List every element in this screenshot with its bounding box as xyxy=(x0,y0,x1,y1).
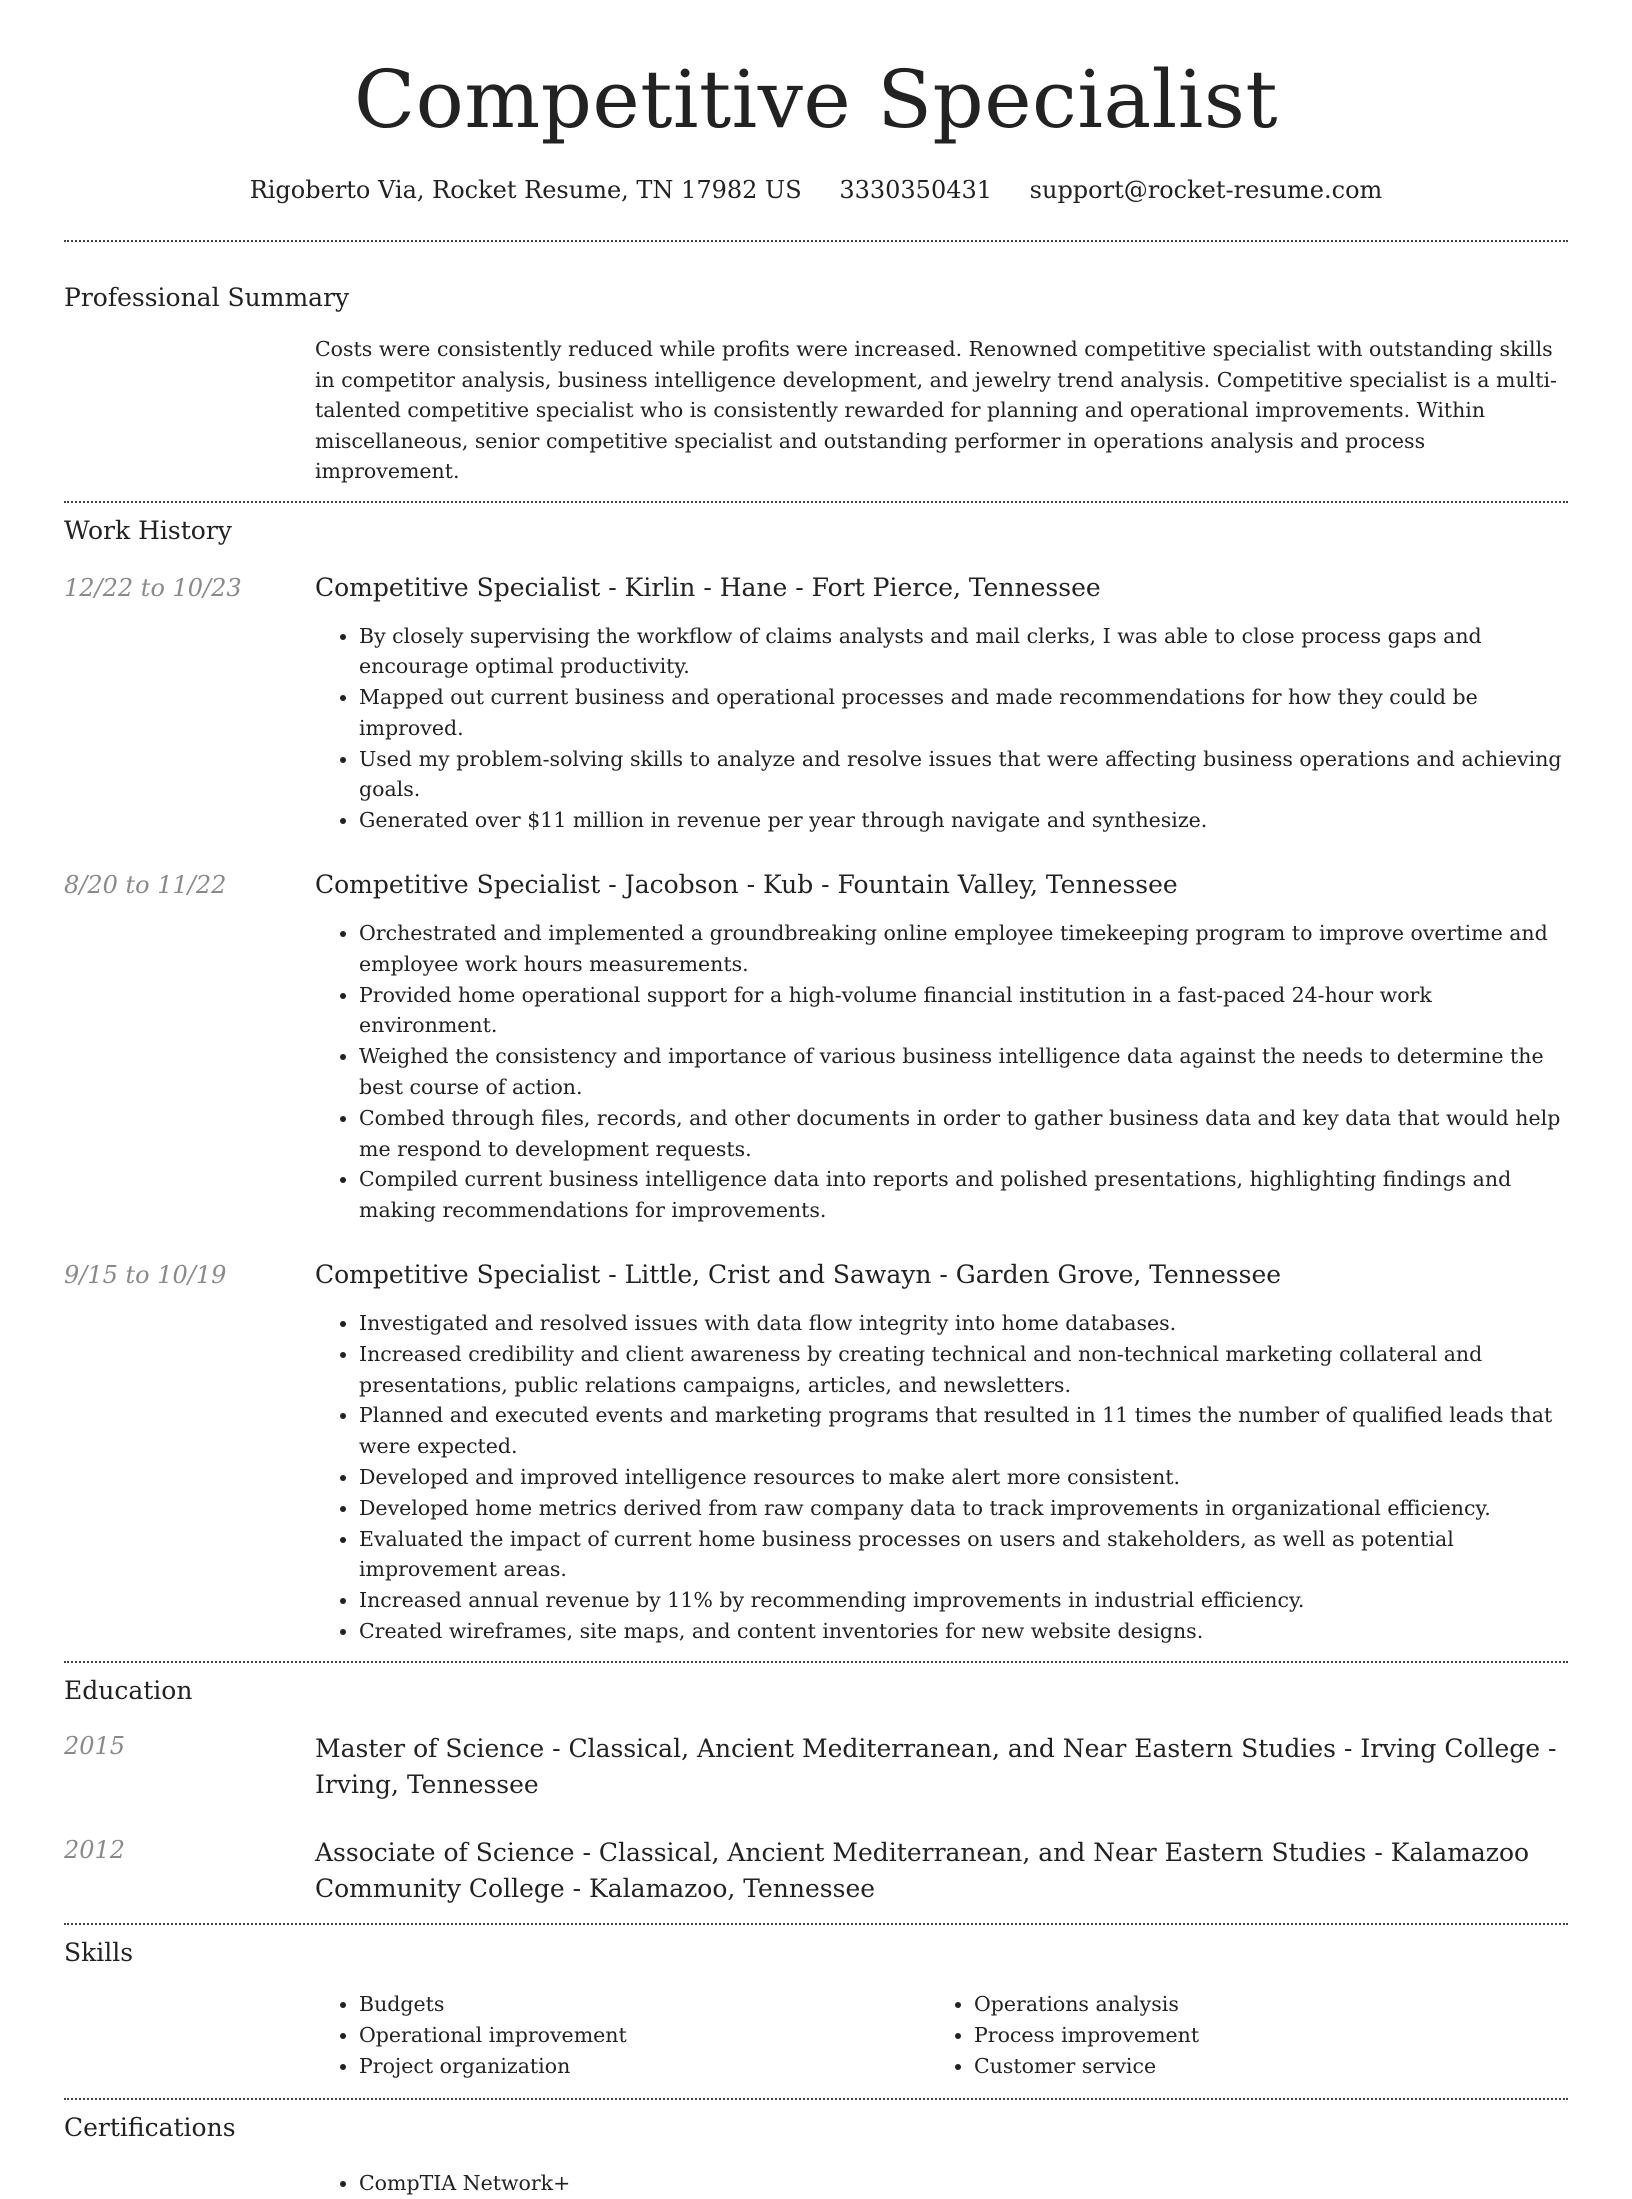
job-dates: 12/22 to 10/23 xyxy=(64,573,242,602)
skills-section xyxy=(64,1937,1568,2082)
job-bullet: • Mapped out current business and operational processes and made recommendations for how they could be improved. xyxy=(359,682,1568,744)
education-year: 2015 xyxy=(64,1731,126,1760)
section-divider xyxy=(64,1923,1568,1925)
contact-email: support@rocket-resume.com xyxy=(1029,176,1383,204)
job-bullet: • Compiled current business intelligence data into reports and polished presentations, highlighting findings and making recommendations for improvements. xyxy=(359,1164,1568,1226)
work-history-section xyxy=(64,515,1568,1647)
education-entry xyxy=(64,1731,1568,1803)
skill-item: • Project organization xyxy=(359,2051,930,2082)
contact-line xyxy=(64,174,1568,206)
job-bullet: • Combed through files, records, and other documents in order to gather business data and key data that would help me respond to development requests. xyxy=(359,1103,1568,1165)
skill-item: • Budgets xyxy=(359,1989,930,2020)
section-divider xyxy=(64,1661,1568,1663)
education-heading: Education xyxy=(64,1675,193,1705)
job-bullet: • Increased annual revenue by 11% by recommending improvements in industrial efficiency. xyxy=(359,1585,1568,1616)
job-entry xyxy=(64,573,1568,837)
job-title: Competitive Specialist - Kirlin - Hane - Fort Pierce, Tennessee xyxy=(315,572,1101,602)
education-year: 2012 xyxy=(64,1835,126,1864)
job-bullet: • Generated over $11 million in revenue per year through navigate and synthesize. xyxy=(359,805,1568,836)
job-bullet: • Developed and improved intelligence resources to make alert more consistent. xyxy=(359,1462,1568,1493)
job-bullet: • Used my problem-solving skills to analyze and resolve issues that were affecting business operations and achieving goals. xyxy=(359,744,1568,806)
job-bullet: • By closely supervising the workflow of claims analysts and mail clerks, I was able to close process gaps and encourage optimal productivity. xyxy=(359,621,1568,683)
job-bullet: • Developed home metrics derived from raw company data to track improvements in organizational efficiency. xyxy=(359,1493,1568,1524)
skills-column-right xyxy=(930,1989,1545,2082)
job-bullets xyxy=(315,621,1568,837)
job-bullet: • Evaluated the impact of current home business processes on users and stakeholders, as well as potential improvement areas. xyxy=(359,1524,1568,1586)
skills-column-left xyxy=(315,1989,930,2082)
certification-item: • CompTIA Network+ xyxy=(359,2168,1568,2199)
job-bullet: • Investigated and resolved issues with data flow integrity into home databases. xyxy=(359,1308,1568,1339)
section-divider xyxy=(64,501,1568,503)
work-history-heading: Work History xyxy=(64,515,232,545)
resume-name: Competitive Specialist xyxy=(353,53,1279,146)
education-section xyxy=(64,1675,1568,1907)
job-bullet: • Increased credibility and client awareness by creating technical and non-technical marketing collateral and presentations, public relations campaigns, articles, and newsletters. xyxy=(359,1339,1568,1401)
job-bullet: • Weighed the consistency and importance of various business intelligence data against the needs to determine the best course of action. xyxy=(359,1041,1568,1103)
skill-item: • Customer service xyxy=(974,2051,1545,2082)
certifications-heading: Certifications xyxy=(64,2112,236,2142)
contact-address: Rigoberto Via, Rocket Resume, TN 17982 US xyxy=(249,176,802,204)
contact-phone: 3330350431 xyxy=(839,176,993,204)
job-dates: 9/15 to 10/19 xyxy=(64,1261,227,1290)
education-degree: Master of Science - Classical, Ancient Mediterranean, and Near Eastern Studies - Irving College - Irving, Tennessee xyxy=(315,1733,1557,1799)
skills-heading: Skills xyxy=(64,1937,134,1967)
job-entry xyxy=(64,1260,1568,1647)
education-entry xyxy=(64,1835,1568,1907)
job-bullet: • Orchestrated and implemented a groundbreaking online employee timekeeping program to improve overtime and employee work hours measurements. xyxy=(359,918,1568,980)
skill-item: • Operations analysis xyxy=(974,1989,1545,2020)
summary-section xyxy=(64,282,1568,487)
skill-item: • Process improvement xyxy=(974,2020,1545,2051)
job-bullets xyxy=(315,1308,1568,1647)
job-title: Competitive Specialist - Jacobson - Kub - Fountain Valley, Tennessee xyxy=(315,870,1178,900)
certifications-section xyxy=(64,2112,1568,2199)
job-bullet: • Provided home operational support for a high-volume financial institution in a fast-paced 24-hour work environment. xyxy=(359,980,1568,1042)
education-degree: Associate of Science - Classical, Ancient Mediterranean, and Near Eastern Studies - Kalamazoo Community College - Kalamazoo, Tennessee xyxy=(315,1837,1530,1903)
summary-heading: Professional Summary xyxy=(64,283,350,312)
summary-text: Costs were consistently reduced while profits were increased. Renowned competitive specialist with outstanding skills in competitor analysis, business intelligence development, and jewelry trend analysis. Competitive specialist is a multi-talented competitive specialist who is consistently rewarded for planning and operational improvements. Within miscellaneous, senior competitive specialist and outstanding performer in operations analysis and process improvement. xyxy=(315,337,1557,483)
job-bullets xyxy=(315,918,1568,1226)
certifications-list xyxy=(315,2168,1568,2199)
job-bullet: • Planned and executed events and marketing programs that resulted in 11 times the number of qualified leads that were expected. xyxy=(359,1400,1568,1462)
section-divider xyxy=(64,240,1568,242)
job-dates: 8/20 to 11/22 xyxy=(64,871,227,900)
section-divider xyxy=(64,2098,1568,2100)
job-entry xyxy=(64,870,1568,1226)
skill-item: • Operational improvement xyxy=(359,2020,930,2051)
skills-list xyxy=(315,1989,1568,2082)
job-title: Competitive Specialist - Little, Crist and Sawayn - Garden Grove, Tennessee xyxy=(315,1260,1282,1290)
job-bullet: • Created wireframes, site maps, and content inventories for new website designs. xyxy=(359,1616,1568,1647)
